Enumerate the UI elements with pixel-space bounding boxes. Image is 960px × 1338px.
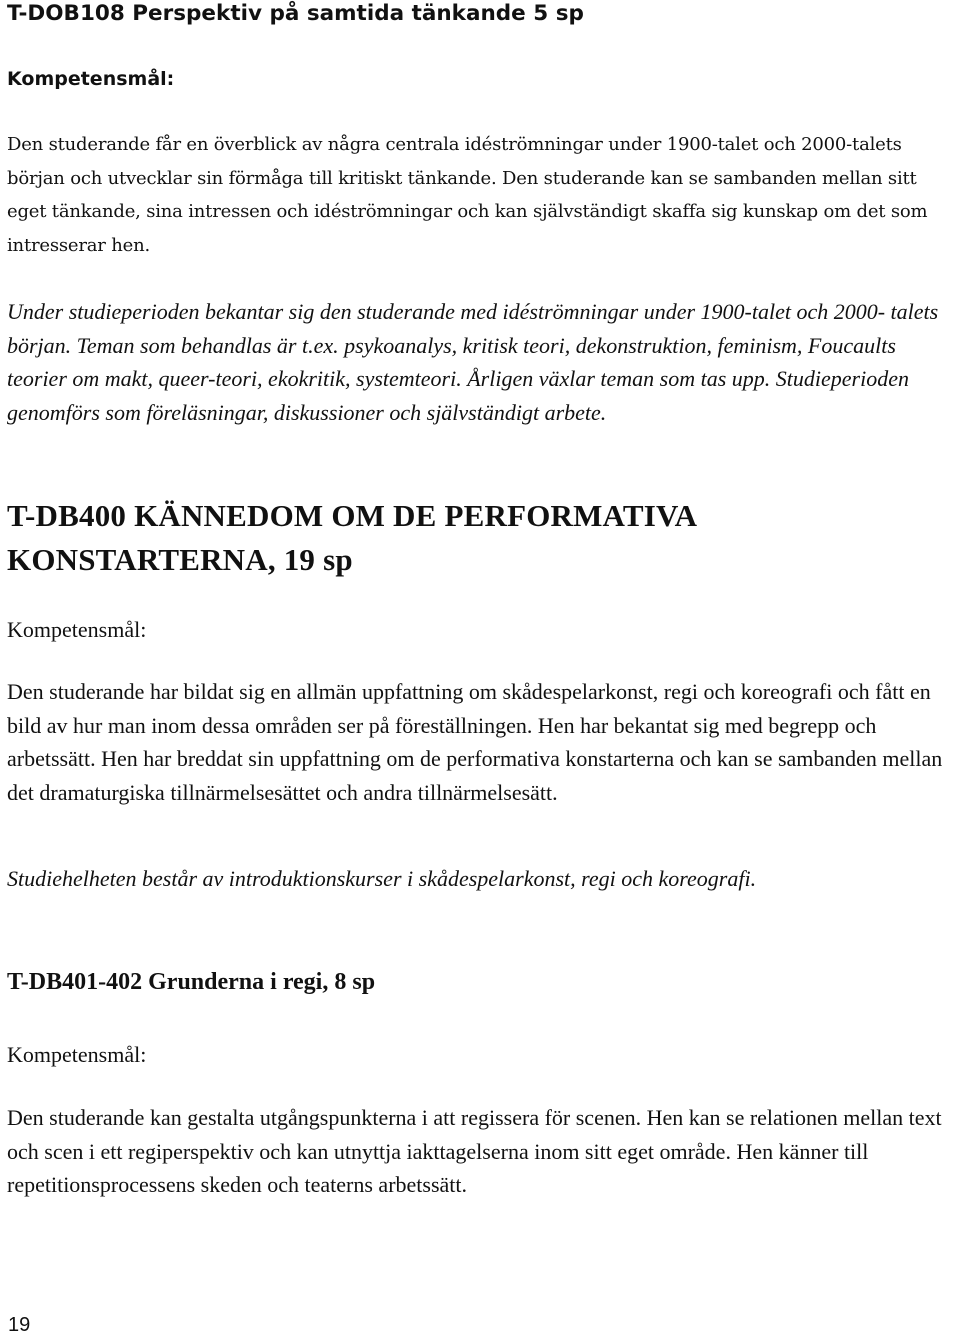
competence-paragraph-dob108: Den studerande får en överblick av några centrala idéströmningar under 1900-talet och 2000-talets början och utvecklar sin förmåga till kritiskt tänkande. Den studerande kan se sambanden mellan sitt eget tänkande, sina intressen och idéströmningar och kan självständigt skaffa sig kunskap om det som intresserar hen. — [7, 134, 928, 256]
competence-label-db400: Kompetensmål: — [7, 617, 147, 642]
competence-paragraph-db400: Den studerande har bildat sig en allmän uppfattning om skådespelarkonst, regi och koreografi och fått en bild av hur man inom dessa områden ser på föreställningen. Hen har bekantat sig med begrepp och arbetssätt. Hen har breddat sin uppfattning om de performativa konstarterna och kan se sambanden mellan det dramaturgiska tillnärmelsesättet och andra tillnärmelsesätt. — [7, 679, 943, 805]
description-paragraph-dob108: Under studieperioden bekantar sig den studerande med idéströmningar under 1900-talet och 2000- talets början. Teman som behandlas är t.ex. psykoanalys, kritisk teori, dekonstruktion, feminism, Foucaults teorier om makt, queer-teori, ekokritik, systemteori. Årligen växlar teman som tas upp. Studieperioden genomförs som föreläsningar, diskussioner och självständigt arbete. — [7, 299, 939, 425]
course-title-dob108: T-DOB108 Perspektiv på samtida tänkande 5 sp — [7, 1, 584, 26]
course-title-db400: T-DB400 KÄNNEDOM OM DE PERFORMATIVA KONSTARTERNA, 19 sp — [7, 498, 696, 577]
competence-label-db401-402: Kompetensmål: — [7, 1042, 147, 1067]
competence-label-dob108: Kompetensmål: — [7, 68, 175, 90]
page-number: 19 — [8, 1314, 31, 1336]
competence-paragraph-db401-402: Den studerande kan gestalta utgångspunkterna i att regissera för scenen. Hen kan se relationen mellan text och scen i ett regiperspektiv och kan utnyttja iakttagelserna inom sitt eget område. Hen känner till repetitionsprocessens skeden och teaterns arbetssätt. — [7, 1105, 942, 1197]
course-title-db401-402: T-DB401-402 Grunderna i regi, 8 sp — [7, 969, 376, 995]
description-paragraph-db400: Studiehelheten består av introduktionskurser i skådespelarkonst, regi och koreografi. — [7, 866, 757, 891]
